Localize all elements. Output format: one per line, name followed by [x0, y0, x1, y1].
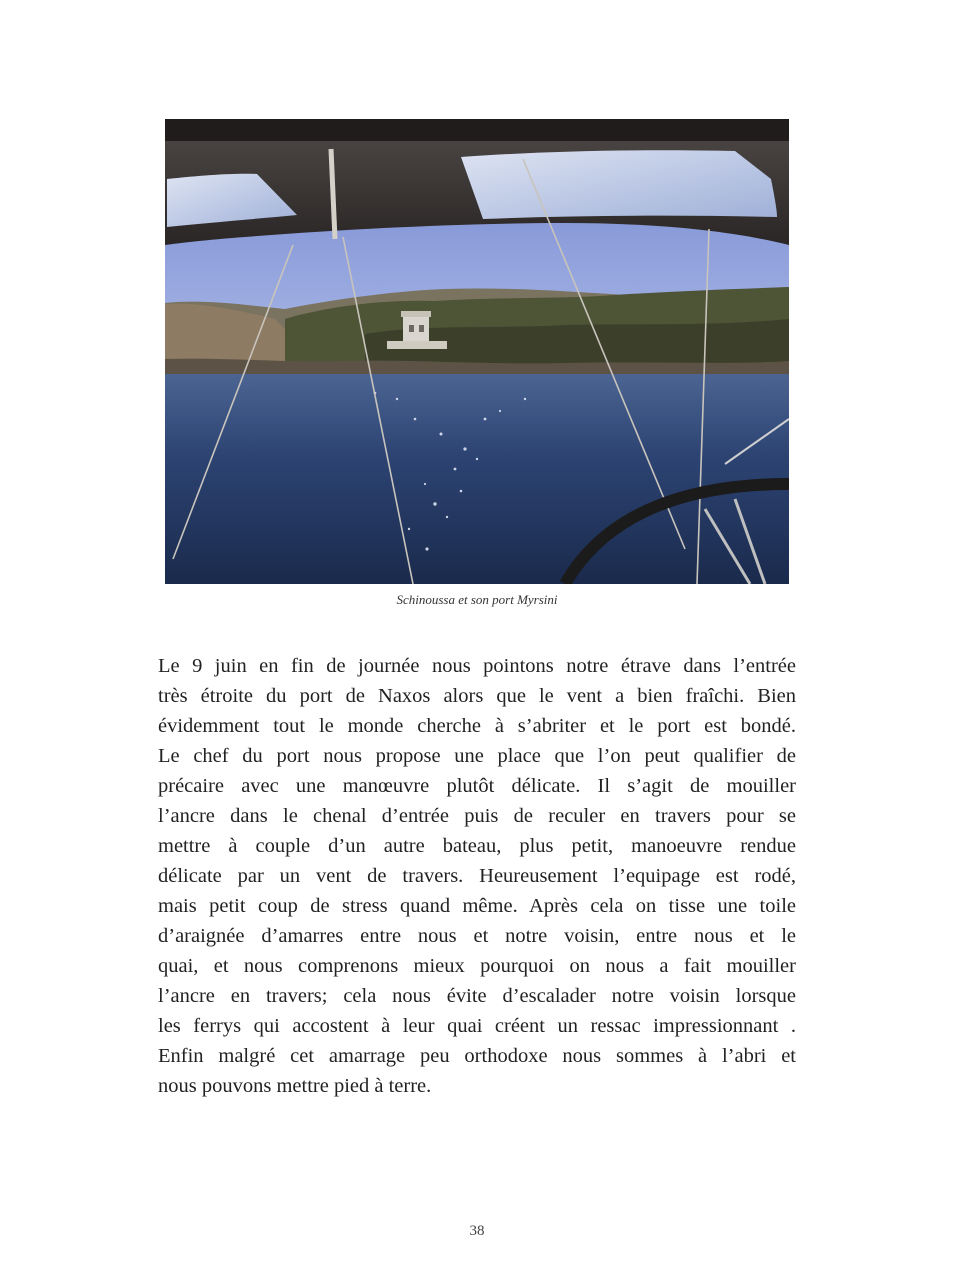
paragraph-line: Le 9 juin en fin de journée nous pointons notre étrave dans l’entrée	[158, 655, 796, 677]
paragraph-line: mais petit coup de stress quand même. Après cela on tisse une toile	[158, 895, 796, 917]
paragraph-line: quai, et nous comprenons mieux pourquoi on nous a fait mouiller	[158, 955, 796, 977]
paragraph-line: Enfin malgré cet amarrage peu orthodoxe nous sommes à l’abri et	[158, 1045, 796, 1067]
harbor-photo	[165, 119, 789, 584]
paragraph-line: d’araignée d’amarres entre nous et notre voisin, entre nous et le	[158, 925, 796, 947]
paragraph-line: évidemment tout le monde cherche à s’abriter et le port est bondé.	[158, 715, 796, 737]
paragraph-line: l’ancre dans le chenal d’entrée puis de reculer en travers pour se	[158, 805, 796, 827]
paragraph-line: mettre à couple d’un autre bateau, plus petit, manoeuvre rendue	[158, 835, 796, 857]
paragraph-line: Le chef du port nous propose une place que l’on peut qualifier de	[158, 745, 796, 767]
paragraph-line: précaire avec une manœuvre plutôt délicate. Il s’agit de mouiller	[158, 775, 796, 797]
paragraph-line: l’ancre en travers; cela nous évite d’escalader notre voisin lorsque	[158, 985, 796, 1007]
page-number: 38	[469, 1223, 485, 1239]
paragraph-line: les ferrys qui accostent à leur quai créent un ressac impressionnant .	[158, 1015, 796, 1037]
body-paragraph	[158, 651, 796, 1101]
paragraph-line: nous pouvons mettre pied à terre.	[158, 1075, 432, 1097]
photo-caption: Schinoussa et son port Myrsini	[396, 592, 558, 607]
paragraph-line: délicate par un vent de travers. Heureusement l’equipage est rodé,	[158, 865, 796, 887]
paragraph-line: très étroite du port de Naxos alors que le vent a bien fraîchi. Bien	[158, 685, 796, 707]
